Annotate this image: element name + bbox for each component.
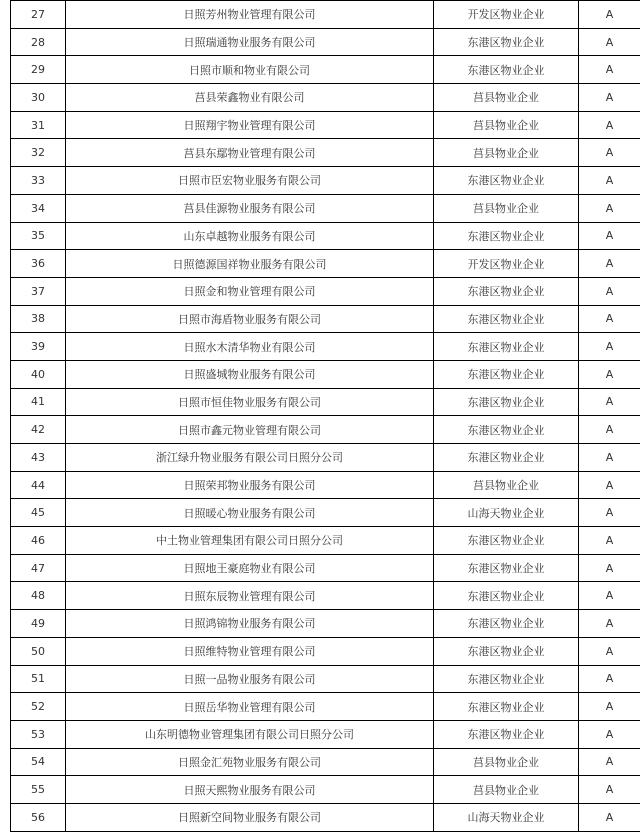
- company-name-cell: 中土物业管理集团有限公司日照分公司: [66, 527, 434, 555]
- company-name-cell: 山东明德物业管理集团有限公司日照分公司: [66, 720, 434, 748]
- row-number-cell: 48: [11, 582, 66, 610]
- grade-cell: A: [579, 416, 640, 444]
- row-number-cell: 45: [11, 499, 66, 527]
- company-name-cell: 日照新空间物业服务有限公司: [66, 803, 434, 831]
- row-number-cell: 33: [11, 167, 66, 195]
- table-row: [11, 277, 640, 305]
- district-category-cell: 东港区物业企业: [434, 665, 579, 693]
- company-name-cell: 日照天熙物业服务有限公司: [66, 776, 434, 804]
- company-name-cell: 日照维特物业管理有限公司: [66, 637, 434, 665]
- district-category-cell: 东港区物业企业: [434, 554, 579, 582]
- row-number-cell: 43: [11, 444, 66, 472]
- row-number-cell: 29: [11, 56, 66, 84]
- table-row: [11, 471, 640, 499]
- table-row: [11, 139, 640, 167]
- table-row: [11, 1, 640, 29]
- company-name-cell: 浙江绿升物业服务有限公司日照分公司: [66, 444, 434, 472]
- district-category-cell: 东港区物业企业: [434, 693, 579, 721]
- company-name-cell: 日照芳州物业管理有限公司: [66, 1, 434, 29]
- company-name-cell: 日照市臣宏物业服务有限公司: [66, 167, 434, 195]
- company-name-cell: 日照鸿锦物业服务有限公司: [66, 610, 434, 638]
- company-name-cell: 日照翔宇物业管理有限公司: [66, 111, 434, 139]
- district-category-cell: 莒县物业企业: [434, 748, 579, 776]
- grade-cell: A: [579, 56, 640, 84]
- company-name-cell: 日照市恒佳物业服务有限公司: [66, 388, 434, 416]
- row-number-cell: 30: [11, 84, 66, 112]
- district-category-cell: 东港区物业企业: [434, 388, 579, 416]
- grade-cell: A: [579, 471, 640, 499]
- district-category-cell: 山海天物业企业: [434, 499, 579, 527]
- row-number-cell: 31: [11, 111, 66, 139]
- row-number-cell: 27: [11, 1, 66, 29]
- table-row: [11, 803, 640, 831]
- company-name-cell: 日照瑞通物业服务有限公司: [66, 28, 434, 56]
- company-name-cell: 日照市顺和物业有限公司: [66, 56, 434, 84]
- grade-cell: A: [579, 277, 640, 305]
- company-name-cell: 莒县荣鑫物业有限公司: [66, 84, 434, 112]
- grade-cell: A: [579, 554, 640, 582]
- grade-cell: A: [579, 333, 640, 361]
- property-company-table: [10, 0, 640, 832]
- table-row: [11, 56, 640, 84]
- company-name-cell: 日照市海盾物业服务有限公司: [66, 305, 434, 333]
- row-number-cell: 55: [11, 776, 66, 804]
- grade-cell: A: [579, 139, 640, 167]
- row-number-cell: 54: [11, 748, 66, 776]
- grade-cell: A: [579, 444, 640, 472]
- district-category-cell: 东港区物业企业: [434, 582, 579, 610]
- grade-cell: A: [579, 111, 640, 139]
- district-category-cell: 东港区物业企业: [434, 333, 579, 361]
- table-row: [11, 693, 640, 721]
- table-row: [11, 333, 640, 361]
- district-category-cell: 莒县物业企业: [434, 194, 579, 222]
- table-row: [11, 194, 640, 222]
- company-name-cell: 日照一品物业服务有限公司: [66, 665, 434, 693]
- company-name-cell: 山东卓越物业服务有限公司: [66, 222, 434, 250]
- company-name-cell: 日照地王豪庭物业有限公司: [66, 554, 434, 582]
- row-number-cell: 28: [11, 28, 66, 56]
- grade-cell: A: [579, 693, 640, 721]
- table-row: [11, 527, 640, 555]
- table-row: [11, 748, 640, 776]
- row-number-cell: 38: [11, 305, 66, 333]
- row-number-cell: 37: [11, 277, 66, 305]
- row-number-cell: 47: [11, 554, 66, 582]
- table-row: [11, 84, 640, 112]
- table-row: [11, 582, 640, 610]
- table-row: [11, 610, 640, 638]
- row-number-cell: 53: [11, 720, 66, 748]
- row-number-cell: 39: [11, 333, 66, 361]
- district-category-cell: 东港区物业企业: [434, 167, 579, 195]
- row-number-cell: 32: [11, 139, 66, 167]
- district-category-cell: 东港区物业企业: [434, 28, 579, 56]
- table-row: [11, 167, 640, 195]
- district-category-cell: 东港区物业企业: [434, 416, 579, 444]
- company-name-cell: 日照金汇苑物业服务有限公司: [66, 748, 434, 776]
- district-category-cell: 东港区物业企业: [434, 360, 579, 388]
- district-category-cell: 开发区物业企业: [434, 250, 579, 278]
- grade-cell: A: [579, 582, 640, 610]
- table-row: [11, 665, 640, 693]
- grade-cell: A: [579, 222, 640, 250]
- table-row: [11, 388, 640, 416]
- table-row: [11, 444, 640, 472]
- table-row: [11, 222, 640, 250]
- table-row: [11, 416, 640, 444]
- row-number-cell: 41: [11, 388, 66, 416]
- table-row: [11, 305, 640, 333]
- row-number-cell: 51: [11, 665, 66, 693]
- row-number-cell: 46: [11, 527, 66, 555]
- grade-cell: A: [579, 499, 640, 527]
- district-category-cell: 东港区物业企业: [434, 720, 579, 748]
- table-row: [11, 250, 640, 278]
- table-row: [11, 720, 640, 748]
- district-category-cell: 开发区物业企业: [434, 1, 579, 29]
- table-row: [11, 776, 640, 804]
- district-category-cell: 莒县物业企业: [434, 84, 579, 112]
- district-category-cell: 莒县物业企业: [434, 111, 579, 139]
- grade-cell: A: [579, 360, 640, 388]
- table-row: [11, 554, 640, 582]
- district-category-cell: 东港区物业企业: [434, 305, 579, 333]
- company-name-cell: 日照市鑫元物业管理有限公司: [66, 416, 434, 444]
- row-number-cell: 35: [11, 222, 66, 250]
- district-category-cell: 东港区物业企业: [434, 56, 579, 84]
- district-category-cell: 莒县物业企业: [434, 139, 579, 167]
- table-row: [11, 360, 640, 388]
- company-name-cell: 日照水木清华物业有限公司: [66, 333, 434, 361]
- grade-cell: A: [579, 167, 640, 195]
- company-name-cell: 日照盛城物业服务有限公司: [66, 360, 434, 388]
- company-name-cell: 日照暖心物业服务有限公司: [66, 499, 434, 527]
- company-name-cell: 日照德源国祥物业服务有限公司: [66, 250, 434, 278]
- district-category-cell: 莒县物业企业: [434, 471, 579, 499]
- grade-cell: A: [579, 84, 640, 112]
- grade-cell: A: [579, 305, 640, 333]
- district-category-cell: 东港区物业企业: [434, 637, 579, 665]
- district-category-cell: 山海天物业企业: [434, 803, 579, 831]
- table-body: [11, 1, 640, 832]
- grade-cell: A: [579, 776, 640, 804]
- grade-cell: A: [579, 803, 640, 831]
- district-category-cell: 东港区物业企业: [434, 222, 579, 250]
- table-row: [11, 637, 640, 665]
- row-number-cell: 50: [11, 637, 66, 665]
- company-name-cell: 日照东辰物业管理有限公司: [66, 582, 434, 610]
- row-number-cell: 40: [11, 360, 66, 388]
- row-number-cell: 52: [11, 693, 66, 721]
- table-row: [11, 499, 640, 527]
- company-name-cell: 莒县佳源物业服务有限公司: [66, 194, 434, 222]
- row-number-cell: 49: [11, 610, 66, 638]
- grade-cell: A: [579, 28, 640, 56]
- grade-cell: A: [579, 388, 640, 416]
- row-number-cell: 36: [11, 250, 66, 278]
- grade-cell: A: [579, 720, 640, 748]
- table-row: [11, 28, 640, 56]
- company-name-cell: 日照岳华物业管理有限公司: [66, 693, 434, 721]
- district-category-cell: 东港区物业企业: [434, 610, 579, 638]
- company-name-cell: 日照荣邦物业服务有限公司: [66, 471, 434, 499]
- row-number-cell: 42: [11, 416, 66, 444]
- row-number-cell: 44: [11, 471, 66, 499]
- company-name-cell: 日照金和物业管理有限公司: [66, 277, 434, 305]
- row-number-cell: 56: [11, 803, 66, 831]
- grade-cell: A: [579, 527, 640, 555]
- grade-cell: A: [579, 194, 640, 222]
- table-row: [11, 111, 640, 139]
- district-category-cell: 莒县物业企业: [434, 776, 579, 804]
- company-name-cell: 莒县东鄢物业管理有限公司: [66, 139, 434, 167]
- district-category-cell: 东港区物业企业: [434, 277, 579, 305]
- grade-cell: A: [579, 665, 640, 693]
- grade-cell: A: [579, 637, 640, 665]
- row-number-cell: 34: [11, 194, 66, 222]
- grade-cell: A: [579, 748, 640, 776]
- district-category-cell: 东港区物业企业: [434, 527, 579, 555]
- grade-cell: A: [579, 1, 640, 29]
- district-category-cell: 东港区物业企业: [434, 444, 579, 472]
- grade-cell: A: [579, 250, 640, 278]
- grade-cell: A: [579, 610, 640, 638]
